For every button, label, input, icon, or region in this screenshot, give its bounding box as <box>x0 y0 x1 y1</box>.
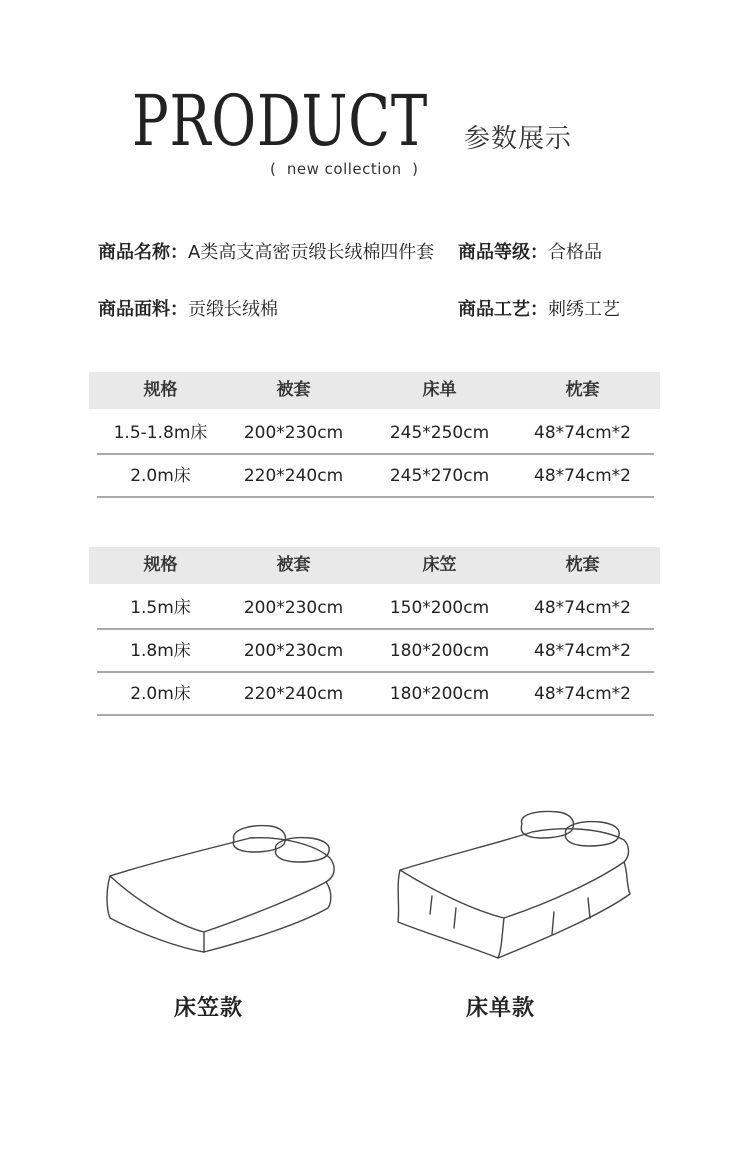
table-cell: 1.5m床 <box>130 598 191 618</box>
header-cell-pillowcase: 枕套 <box>565 380 600 400</box>
row-divider <box>97 496 654 498</box>
header-cell-fitted-sheet: 床笠 <box>422 555 457 575</box>
product-craft-label: 商品工艺： <box>458 299 548 320</box>
table-cell: 1.5-1.8m床 <box>113 423 208 443</box>
table-cell: 48*74cm*2 <box>534 466 631 486</box>
table-cell: 200*230cm <box>243 641 344 661</box>
header-cell-size: 规格 <box>143 555 178 575</box>
fitted-caption: 床笠款 <box>174 996 244 1021</box>
table-header <box>89 547 660 584</box>
table-cell: 1.8m床 <box>130 641 191 661</box>
table-cell: 180*200cm <box>389 684 490 704</box>
table-cell: 48*74cm*2 <box>534 641 631 661</box>
header-cell-pillowcase: 枕套 <box>565 555 600 575</box>
header-cell-size: 规格 <box>143 380 178 400</box>
header-cell-sheet: 床单 <box>422 380 457 400</box>
product-name-label: 商品名称： <box>98 242 188 263</box>
table-cell: 48*74cm*2 <box>534 684 631 704</box>
product-craft-value: 刺绣工艺 <box>548 299 620 320</box>
row-divider <box>97 714 654 716</box>
product-grade-label: 商品等级： <box>458 242 548 263</box>
product-grade-row <box>458 238 602 264</box>
product-grade-value: 合格品 <box>548 242 602 263</box>
table-cell: 180*200cm <box>389 641 490 661</box>
collection-subtitle: ( new collection ) <box>270 160 419 178</box>
fitted-bed-illustration <box>100 820 350 960</box>
table-cell: 200*230cm <box>243 423 344 443</box>
page-title: 参数展示 <box>464 124 573 154</box>
table-cell: 200*230cm <box>243 598 344 618</box>
table-cell: 245*250cm <box>389 423 490 443</box>
table-row <box>89 673 660 716</box>
table-row <box>89 412 660 455</box>
product-craft-row <box>458 295 620 321</box>
brand-title: PRODUCT <box>132 80 429 162</box>
table-header <box>89 372 660 409</box>
table-cell: 2.0m床 <box>130 466 191 486</box>
header-cell-duvet: 被套 <box>276 555 311 575</box>
table-cell: 48*74cm*2 <box>534 598 631 618</box>
table-cell: 220*240cm <box>243 466 344 486</box>
table-row <box>89 630 660 673</box>
size-table-flat-sheet <box>89 372 660 498</box>
flat-sheet-bed-illustration <box>392 810 642 960</box>
product-fabric-row <box>98 295 278 321</box>
table-cell: 150*200cm <box>389 598 490 618</box>
product-name-value: A类高支高密贡缎长绒棉四件套 <box>188 242 435 263</box>
table-cell: 245*270cm <box>389 466 490 486</box>
size-table-fitted-sheet <box>89 547 660 716</box>
table-cell: 48*74cm*2 <box>534 423 631 443</box>
table-row <box>89 587 660 630</box>
table-cell: 220*240cm <box>243 684 344 704</box>
table-cell: 2.0m床 <box>130 684 191 704</box>
flat-sheet-caption: 床单款 <box>466 996 536 1021</box>
product-fabric-value: 贡缎长绒棉 <box>188 299 278 320</box>
product-name-row <box>98 238 434 264</box>
product-fabric-label: 商品面料： <box>98 299 188 320</box>
header-cell-duvet: 被套 <box>276 380 311 400</box>
table-row <box>89 455 660 498</box>
